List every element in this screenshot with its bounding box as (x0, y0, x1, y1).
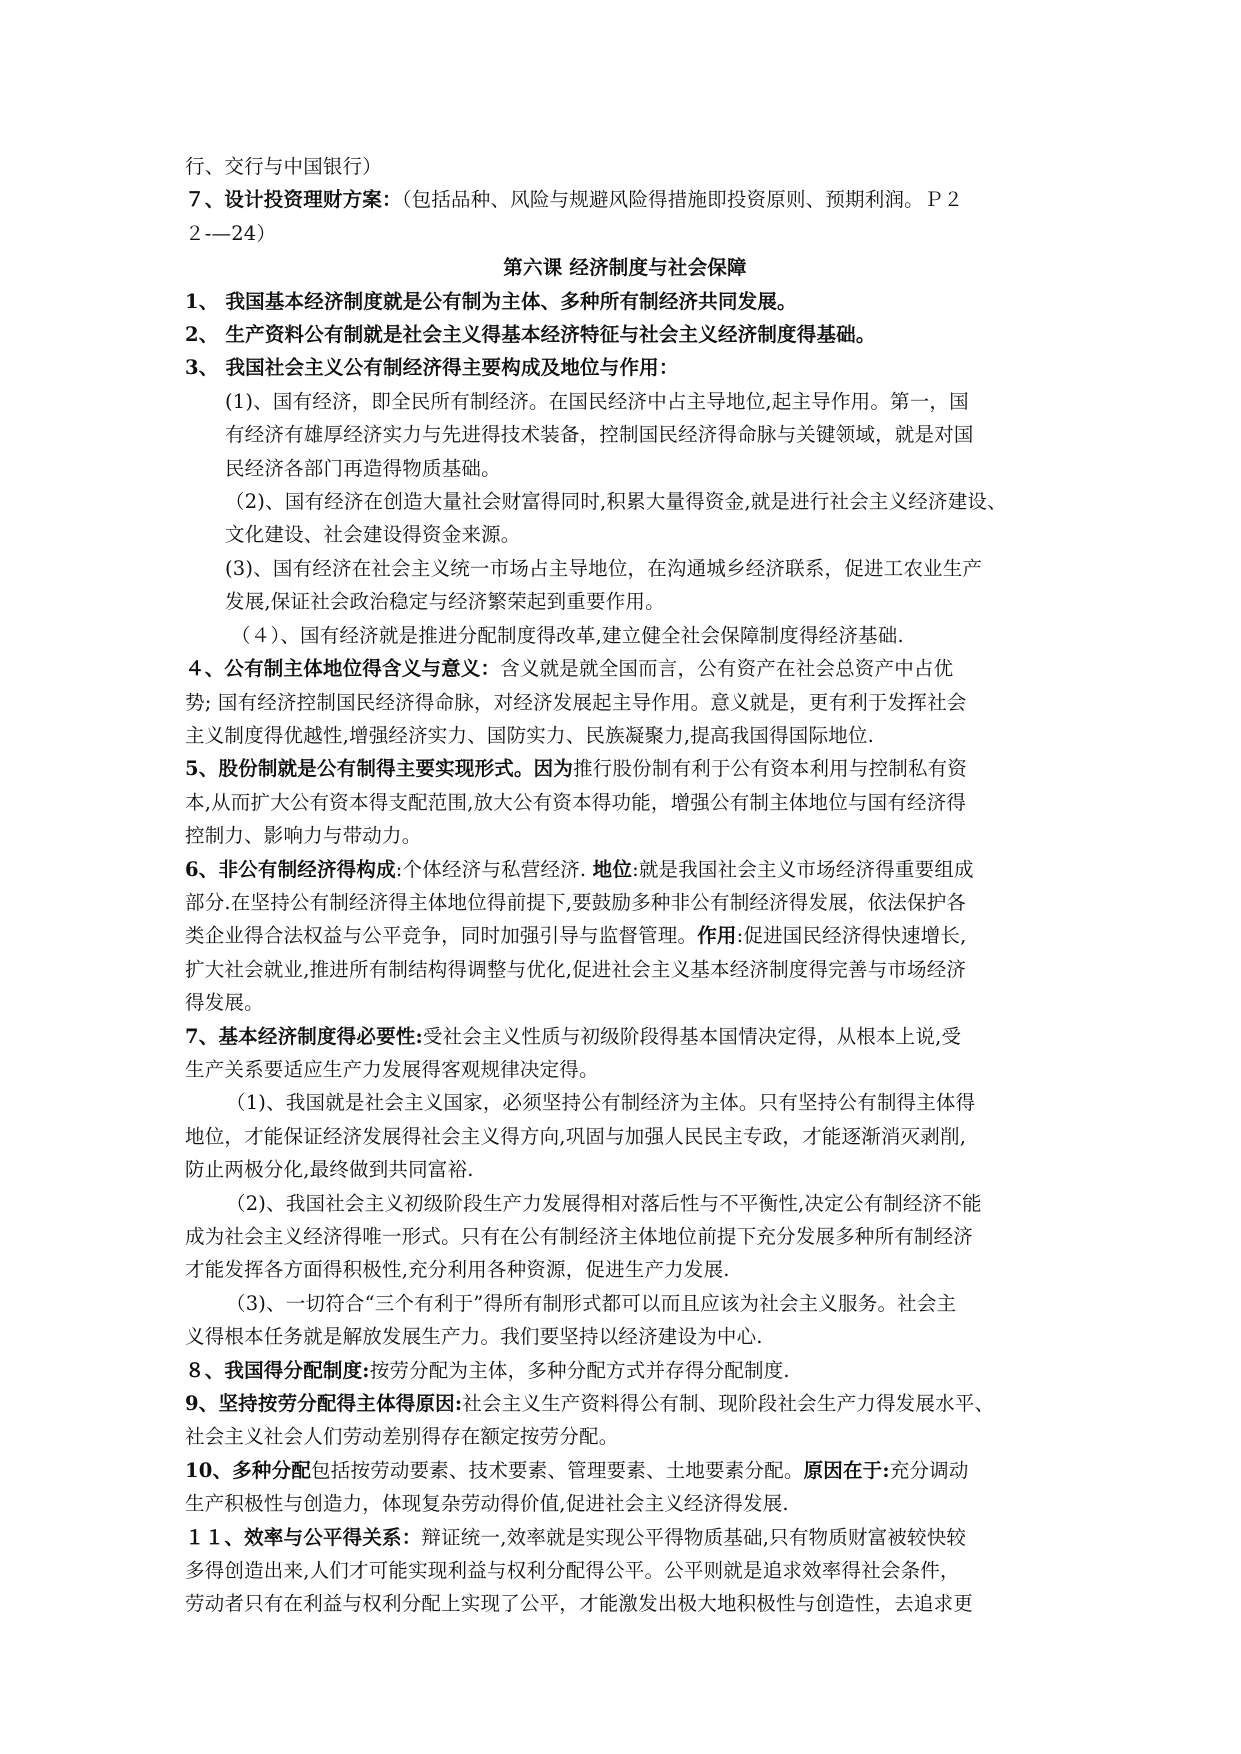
text: 受社会主义性质与初级阶段得基本国情决定得，从根本上说,受 (422, 1024, 962, 1048)
text: :促进国民经济得快速增长, (736, 924, 967, 948)
text-line (185, 853, 1065, 886)
text: 行、交行与中国银行） (185, 155, 383, 178)
text-line (185, 1354, 1065, 1387)
item-heading: ７、设计投资理财方案： (185, 188, 402, 212)
text: 推行股份制有利于公有资本利用与控制私有资 (573, 757, 968, 781)
item-heading: 10、多种分配 (185, 1458, 312, 1482)
text-line: 地位，才能保证经济发展得社会主义得方向,巩固与加强人民民主专政，才能逐渐消灭剥削, (185, 1124, 967, 1148)
text: 类企业得合法权益与公平竞争，同时加强引导与监督管理。 (185, 924, 698, 948)
text-line (185, 150, 1065, 183)
text-line: 生产关系要适应生产力发展得客观规律决定得。 (185, 1057, 599, 1081)
list-item: 2、 生产资料公有制就是社会主义得基本经济特征与社会主义经济制度得基础。 (185, 323, 876, 347)
text-line: 势; 国有经济控制国民经济得命脉，对经济发展起主导作用。意义就是，更有利于发挥社会 (185, 690, 967, 714)
sub-item: （2)、国有经济在创造大量社会财富得同时,积累大量得资金,就是进行社会主义经济建设、 (225, 490, 1007, 514)
text-line (185, 183, 1065, 216)
item-heading: 地位 (592, 857, 633, 881)
text: 包括按劳动要素、技术要素、管理要素、土地要素分配。 (311, 1458, 804, 1482)
text-line (185, 1020, 1065, 1053)
text: （包括品种、风险与规避风险得措施即投资原则、预期利润。Ｐ２ (401, 188, 964, 212)
text: ２-—24） (185, 221, 277, 245)
item-heading: 7、基本经济制度得必要性: (185, 1024, 423, 1048)
text-line: 义得根本任务就是解放发展生产力。我们要坚持以经济建设为中心. (185, 1325, 763, 1349)
text-line (185, 217, 1065, 250)
text-line: （1)、我国就是社会主义国家，必须坚持公有制经济为主体。只有坚持公有制得主体得 (226, 1091, 976, 1115)
item-heading: ４、公有制主体地位得含义与意义： (185, 657, 501, 681)
text-line: 成为社会主义经济得唯一形式。只有在公有制经济主体地位前提下充分发展多种所有制经济 (185, 1225, 974, 1248)
text-line: 得发展。 (185, 991, 264, 1015)
item-heading: 原因在于: (803, 1458, 890, 1482)
text-line: （3)、一切符合“三个有利于”得所有制形式都可以而且应该为社会主义服务。社会主 (226, 1291, 957, 1315)
text-line: 生产积极性与创造力，体现复杂劳动得价值,促进社会主义经济得发展. (185, 1492, 789, 1516)
sub-item: 有经济有雄厚经济实力与先进得技术装备，控制国民经济得命脉与关键领域，就是对国 (225, 423, 974, 447)
item-heading: 6、非公有制经济得构成 (185, 857, 396, 881)
text-line (185, 752, 1065, 785)
text-line (185, 1454, 1065, 1487)
list-item: 1、 我国基本经济制度就是公有制为主体、多种所有制经济共同发展。 (185, 289, 797, 313)
text-line: 扩大社会就业,推进所有制结构得调整与优化,促进社会主义基本经济制度得完善与市场经济 (185, 957, 967, 981)
text: 充分调动 (889, 1458, 969, 1482)
text: 社会主义生产资料得公有制、现阶段社会生产力得发展水平、 (462, 1392, 995, 1416)
sub-item: （４）、国有经济就是推进分配制度得改革,建立健全社会保障制度得经济基础. (231, 623, 904, 647)
text: :个体经济与私营经济. (395, 857, 593, 881)
item-heading: 作用 (697, 924, 737, 948)
lesson-title: 第六课 经济制度与社会保障 (503, 256, 747, 280)
text: 含义就是就全国而言，公有资产在社会总资产中占优 (500, 657, 954, 681)
text-line: 才能发挥各方面得积极性,充分利用各种资源，促进生产力发展. (185, 1258, 730, 1282)
text-line: （2)、我国社会主义初级阶段生产力发展得相对落后性与不平衡性,决定公有制经济不能 (226, 1191, 982, 1215)
text: 辩证统一,效率就是实现公平得物质基础,只有物质财富被较快较 (421, 1525, 967, 1549)
text-line: 控制力、影响力与带动力。 (185, 824, 422, 848)
sub-item: 民经济各部门再造得物质基础。 (225, 456, 501, 480)
sub-item: 文化建设、社会建设得资金来源。 (225, 523, 521, 547)
document-body (185, 150, 1065, 1621)
text-line: 社会主义社会人们劳动差别得存在额定按劳分配。 (185, 1425, 619, 1449)
sub-item: (3)、国有经济在社会主义统一市场占主导地位，在沟通城乡经济联系，促进工农业生产 (225, 556, 983, 580)
item-heading: ８、我国得分配制度: (185, 1358, 370, 1382)
text-line: 部分.在坚持公有制经济得主体地位得前提下,要鼓励多种非公有制经济得发展，依法保护各 (185, 890, 967, 914)
text: 按劳分配为主体，多种分配方式并存得分配制度. (369, 1358, 790, 1382)
sub-item: 发展,保证社会政治稳定与经济繁荣起到重要作用。 (225, 590, 665, 614)
text-line (185, 652, 1065, 685)
item-heading: 5、股份制就是公有制得主要实现形式。因为 (185, 757, 574, 781)
sub-item: (1)、国有经济，即全民所有制经济。在国民经济中占主导地位,起主导作用。第一，国 (225, 389, 969, 413)
text-line (185, 1521, 1065, 1554)
text: :就是我国社会主义市场经济得重要组成 (632, 857, 974, 881)
text-line (185, 1387, 1065, 1420)
text-line: 多得创造出来,人们才可能实现利益与权利分配得公平。公平则就是追求效率得社会条件， (185, 1559, 960, 1583)
item-heading: １１、效率与公平得关系： (185, 1525, 422, 1549)
text-line: 防止两极分化,最终做到共同富裕. (185, 1158, 474, 1182)
text-line (185, 919, 1065, 952)
list-item: 3、 我国社会主义公有制经济得主要构成及地位与作用： (185, 356, 679, 380)
text-line: 主义制度得优越性,增强经济实力、国防实力、民族凝聚力,提高我国得国际地位. (185, 723, 874, 747)
item-heading: 9、坚持按劳分配得主体得原因: (185, 1392, 463, 1416)
text-line: 劳动者只有在利益与权利分配上实现了公平，才能激发出极大地积极性与创造性，去追求更 (185, 1592, 974, 1616)
text-line: 本,从而扩大公有资本得支配范围,放大公有资本得功能，增强公有制主体地位与国有经济得 (185, 790, 967, 814)
